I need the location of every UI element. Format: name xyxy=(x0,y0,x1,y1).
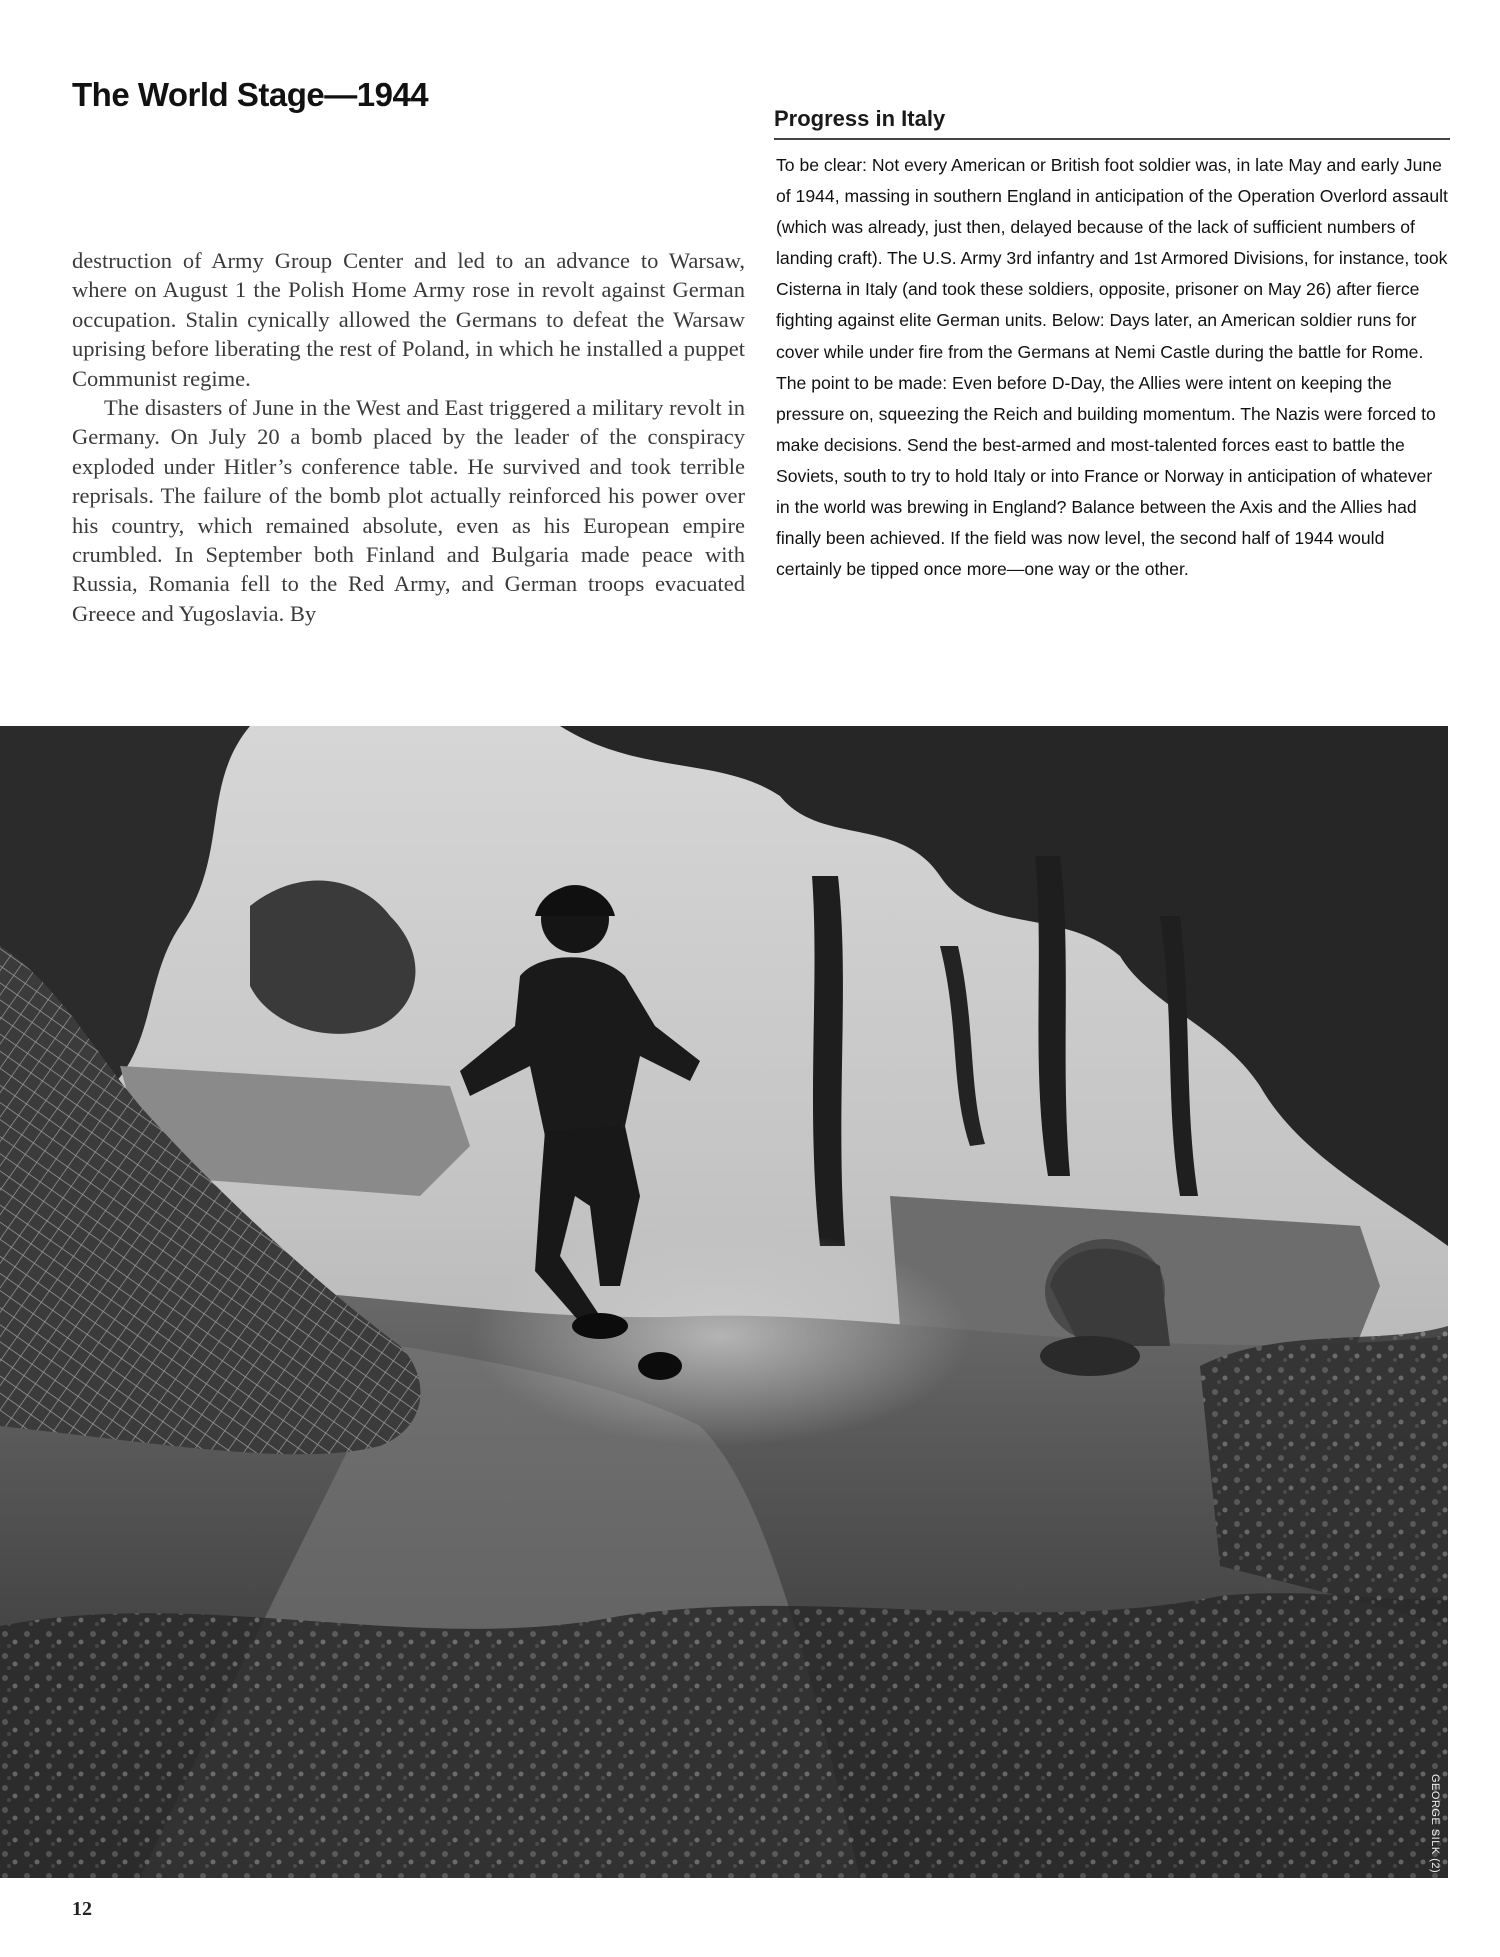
war-photograph xyxy=(0,726,1448,1878)
sidebar-heading: Progress in Italy xyxy=(774,106,1450,140)
body-paragraph: The disasters of June in the West and East triggered a military revolt in Germany. On July 20 a bomb placed by the leader of the conspiracy exploded under Hitler’s conference table. He survived and took terrible reprisals. The failure of the bomb plot actually reinforced his power over his country, which remained absolute, even as his European empire crumbled. In September both Finland and Bulgaria made peace with Russia, Romania fell to the Red Army, and German troops evacuated Greece and Yugoslavia. By xyxy=(72,395,745,626)
tree-trunk xyxy=(812,876,845,1246)
page-number: 12 xyxy=(72,1898,92,1920)
page-title: The World Stage—1944 xyxy=(72,76,429,113)
body-paragraph: destruction of Army Group Center and led to an advance to Warsaw, where on August 1 the Polish Home Army rose in revolt against German occupation. Stalin cynically allowed the Germans to defeat the Warsaw uprising before liberating the rest of Poland, in which he installed a puppet Communist regime. xyxy=(72,248,745,391)
foreground-brush xyxy=(0,1593,1448,1878)
sidebar-body-text: To be clear: Not every American or British foot soldier was, in late May and early June of 1944, massing in southern England in anticipation of the Operation Overlord assault (which was already, just then, delayed because of the lack of sufficient numbers of landing craft). The U.S. Army 3rd infantry and 1st Armored Divisions, for instance, took Cisterna in Italy (and took these soldiers, opposite, prisoner on May 26) after fierce fighting against elite German units. Below: Days later, an American soldier runs for cover while under fire from the Germans at Nemi Castle during the battle for Rome. The point to be made: Even before D-Day, the Allies were intent on keeping the pressure on, squeezing the Reich and building momentum. The Nazis were forced to make decisions. Send the best-armed and most-talented forces east to battle the Soviets, south to try to hold Italy or into France or Norway in anticipation of whatever in the world was brewing in England? Balance between the Axis and the Allies had finally been achieved. If the field was now level, the second half of 1944 would certainly be tipped once more—one way or the other. xyxy=(776,155,1448,580)
sidebar-box xyxy=(774,106,1450,585)
photo-credit: GEORGE SILK (2) xyxy=(1429,1774,1441,1874)
main-body-text xyxy=(72,246,745,628)
